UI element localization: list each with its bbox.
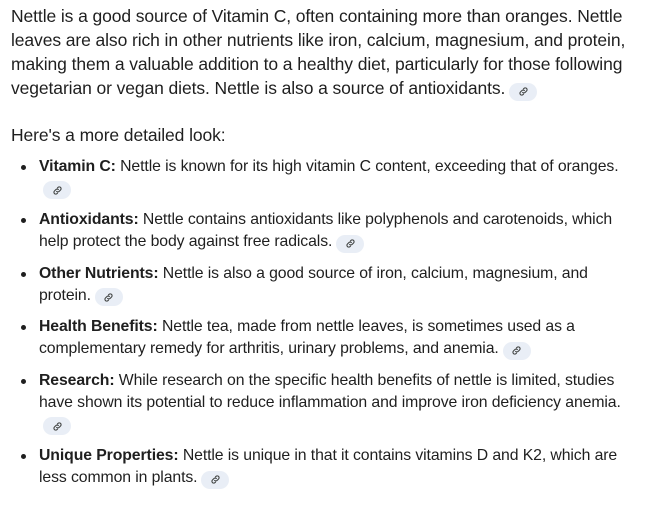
bullet-dot [21, 379, 26, 384]
source-link-chip[interactable] [509, 83, 537, 101]
bullet-dot [21, 325, 26, 330]
bullet-dot [21, 272, 26, 277]
source-link-chip[interactable] [201, 471, 229, 489]
item-title: Research: [39, 371, 115, 389]
bullet-dot [21, 454, 26, 459]
link-icon [345, 238, 356, 249]
item-text: While research on the specific health benefits of nettle is limited, studies have shown its potential to reduce inflammation and improve iron deficiency anemia. [39, 371, 621, 411]
source-link-chip[interactable] [95, 288, 123, 306]
item-text: Nettle is known for its high vitamin C content, exceeding that of oranges. [115, 157, 619, 175]
source-link-chip[interactable] [43, 417, 71, 435]
item-title: Antioxidants: [39, 211, 139, 228]
item-text: Nettle is unique in that it contains vitamins D and K2, which are less common in plants. [39, 447, 618, 486]
item-title: Unique Properties: [39, 447, 179, 464]
source-link-chip[interactable] [503, 342, 531, 360]
list-item [11, 263, 643, 307]
section-heading: Here's a more detailed look: [11, 124, 226, 145]
list-item [11, 209, 643, 253]
item-title: Health Benefits: [39, 318, 158, 335]
list-item [11, 445, 643, 489]
intro-text: Nettle is a good source of Vitamin C, often containing more than oranges. Nettle leaves are also rich in other nutrients like iron, calcium, magnesium, and protein, making them a valuable addition to a healthy diet, particularly for those following vegetarian or vegan diets. Nettle is also a source of antioxidants. [11, 6, 626, 98]
item-title: Other Nutrients: [39, 264, 159, 282]
link-icon [511, 345, 522, 356]
item-text: Nettle is also a good source of iron, calcium, magnesium, and protein. [39, 264, 588, 304]
link-icon [52, 421, 63, 432]
item-title: Vitamin C: [39, 157, 116, 175]
list-item [11, 370, 643, 436]
item-text: Nettle contains antioxidants like polyphenols and carotenoids, which help protect the body against free radicals. [39, 211, 613, 250]
list-item [11, 156, 643, 200]
source-link-chip[interactable] [336, 235, 364, 253]
bullet-dot [21, 165, 26, 170]
link-icon [210, 474, 221, 485]
link-icon [52, 185, 63, 196]
item-text: Nettle tea, made from nettle leaves, is sometimes used as a complementary remedy for arthritis, urinary problems, and anemia. [39, 318, 575, 357]
bullet-dot [21, 218, 26, 223]
source-link-chip[interactable] [43, 181, 71, 199]
details-list [11, 156, 643, 490]
list-item [11, 316, 643, 360]
link-icon [518, 86, 529, 97]
intro-paragraph [11, 4, 643, 101]
link-icon [103, 292, 114, 303]
